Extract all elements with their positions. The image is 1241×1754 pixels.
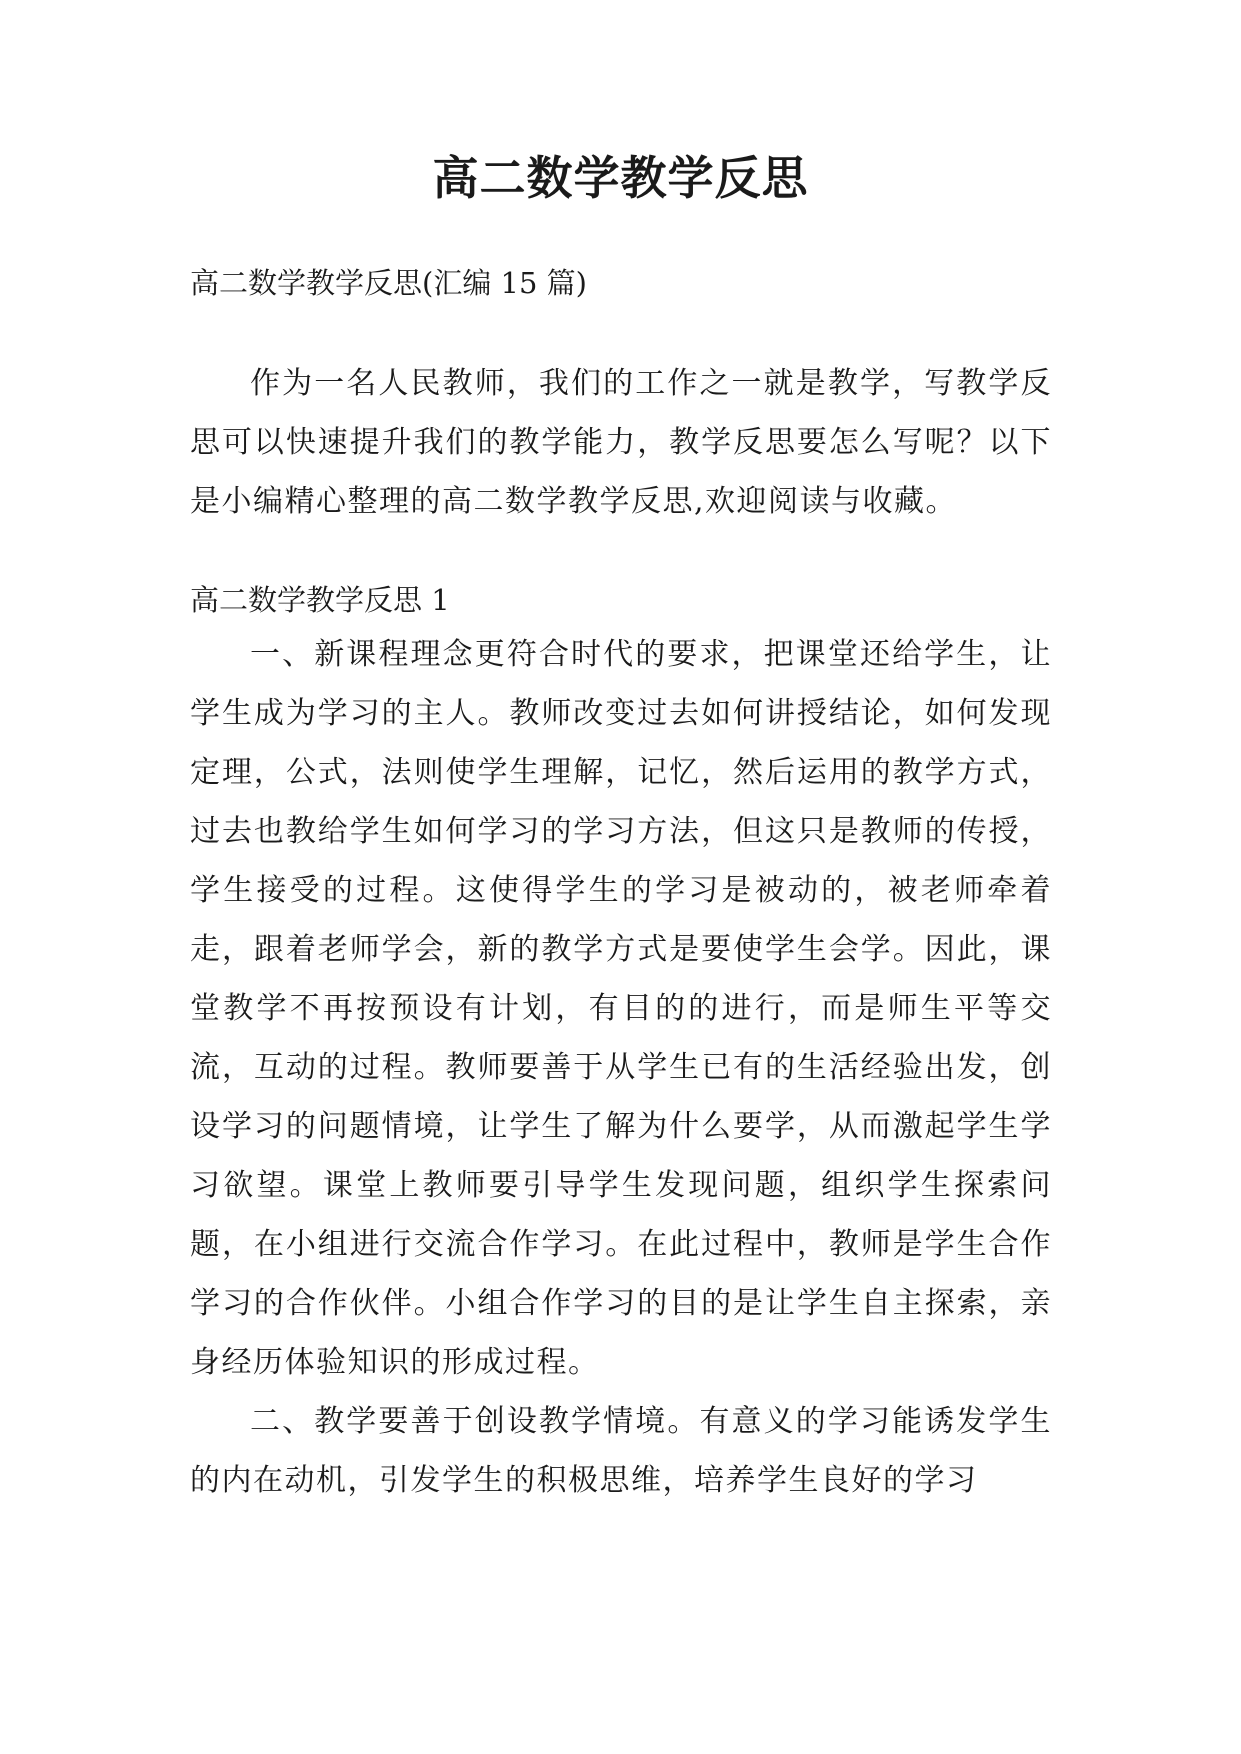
section-1-paragraph-1: 一、新课程理念更符合时代的要求，把课堂还给学生，让学生成为学习的主人。教师改变过去如何讲授结论，如何发现定理，公式，法则使学生理解，记忆，然后运用的教学方式，过去也教给学生如何学习的学习方法，但这只是教师的传授，学生接受的过程。这使得学生的学习是被动的，被老师牵着走，跟着老师学会，新的教学方式是要使学生会学。因此，课堂教学不再按预设有计划，有目的的进行，而是师生平等交流，互动的过程。教师要善于从学生已有的生活经验出发，创设学习的问题情境，让学生了解为什么要学，从而激起学生学习欲望。课堂上教师要引导学生发现问题，组织学生探索问题，在小组进行交流合作学习。在此过程中，教师是学生合作学习的合作伙伴。小组合作学习的目的是让学生自主探索，亲身经历体验知识的形成过程。 [190, 637, 1052, 1380]
section-1-paragraph-2: 二、教学要善于创设教学情境。有意义的学习能诱发学生的内在动机，引发学生的积极思维，培养学生良好的学习 [190, 1404, 1052, 1498]
document-title: 高二数学教学反思 [432, 151, 809, 205]
document-subtitle: 高二数学教学反思(汇编 15 篇) [190, 266, 587, 300]
document-body [190, 262, 1052, 1510]
section-heading-1: 高二数学教学反思 1 [190, 583, 450, 617]
intro-paragraph: 作为一名人民教师，我们的工作之一就是教学，写教学反思可以快速提升我们的教学能力，教学反思要怎么写呢？以下是小编精心整理的高二数学教学反思,欢迎阅读与收藏。 [190, 366, 1052, 519]
